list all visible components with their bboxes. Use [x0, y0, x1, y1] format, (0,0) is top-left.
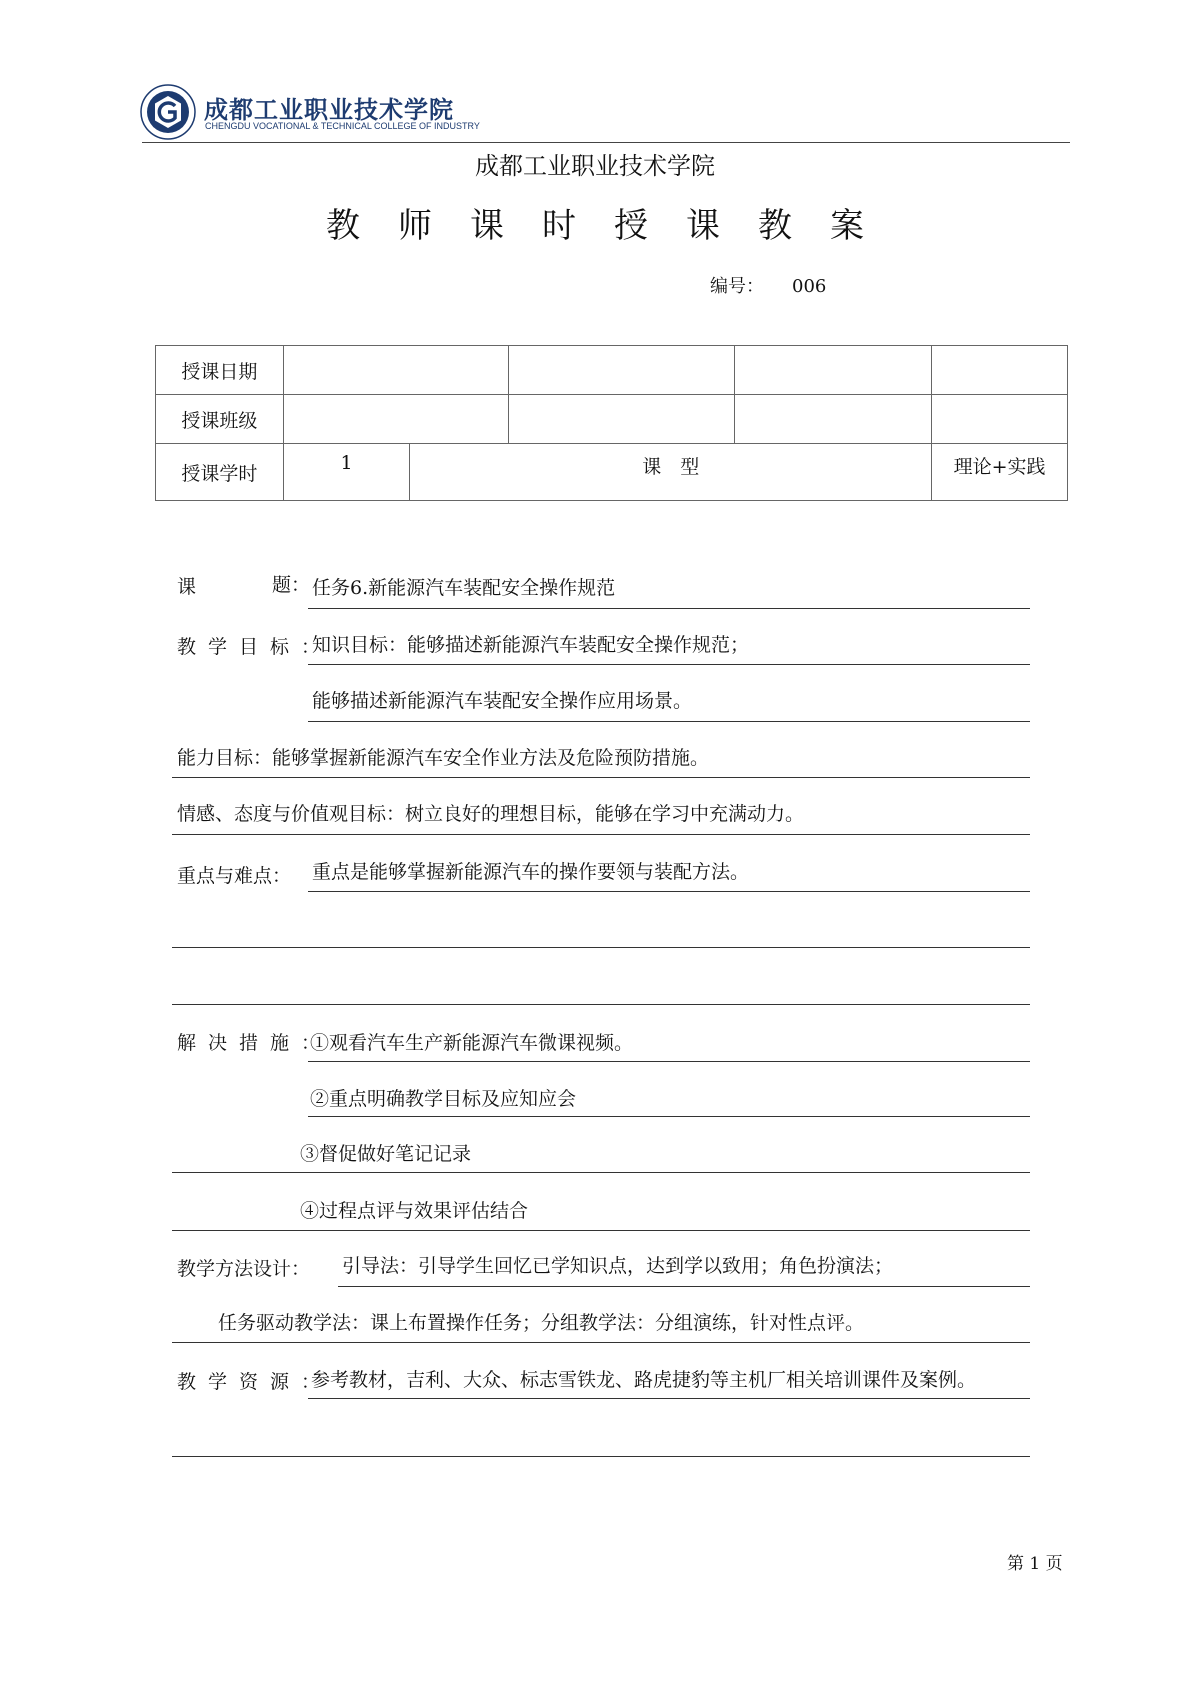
measure-item-2: ②重点明确教学目标及应知应会 [310, 1088, 577, 1110]
measure-item-4: ④过程点评与效果评估结合 [300, 1200, 529, 1222]
measures-label: 解决措施： [177, 1032, 333, 1054]
table-row-hours [156, 444, 1068, 501]
date-label: 授课日期 [156, 346, 284, 395]
serial-value: 006 [792, 276, 827, 297]
date-cell-2 [509, 346, 734, 395]
type-label: 课 型 [410, 444, 932, 501]
class-cell-1 [283, 395, 508, 444]
measure-item-1: ①观看汽车生产新能源汽车微课视频。 [310, 1032, 634, 1054]
ability-objective: 能力目标：能够掌握新能源汽车安全作业方法及危险预防措施。 [177, 747, 710, 769]
date-cell-1 [283, 346, 508, 395]
school-title: 成都工业职业技术学院 [475, 152, 715, 180]
college-logo [140, 84, 196, 140]
measure-underline-3 [172, 1172, 1030, 1173]
knowledge-underline-2 [308, 721, 1030, 722]
objective-label: 教学目标： [177, 636, 333, 658]
resource-underline [308, 1398, 1030, 1399]
knowledge-objective-1: 知识目标：能够描述新能源汽车装配安全操作规范； [312, 634, 750, 656]
keypoint-label: 重点与难点： [177, 865, 292, 887]
keypoint-underline [308, 891, 1030, 892]
type-value: 理论+实践 [932, 444, 1068, 501]
date-cell-4 [932, 346, 1068, 395]
class-label: 授课班级 [156, 395, 284, 444]
header-divider [142, 142, 1070, 143]
emotion-objective: 情感、态度与价值观目标：树立良好的理想目标，能够在学习中充满动力。 [177, 803, 805, 825]
blank-line-1 [172, 947, 1030, 948]
method-label: 教学方法设计： [177, 1258, 311, 1280]
hours-value: 1 [283, 444, 410, 501]
knowledge-objective-2: 能够描述新能源汽车装配安全操作应用场景。 [312, 690, 693, 712]
topic-value: 任务6.新能源汽车装配安全操作规范 [312, 577, 616, 599]
ability-underline [172, 777, 1030, 778]
topic-label-b: 题： [272, 574, 311, 596]
blank-line-3 [172, 1456, 1030, 1457]
knowledge-underline-1 [308, 664, 1030, 665]
topic-label-a: 课 [177, 576, 197, 598]
measure-underline-4 [172, 1230, 1030, 1231]
hours-label: 授课学时 [156, 444, 284, 501]
method-line-2: 任务驱动教学法：课上布置操作任务；分组教学法：分组演练，针对性点评。 [218, 1312, 865, 1334]
method-line-1: 引导法：引导学生回忆已学知识点，达到学以致用；角色扮演法； [342, 1255, 894, 1277]
table-row-class [156, 395, 1068, 444]
measure-item-3: ③督促做好笔记记录 [300, 1143, 472, 1165]
blank-line-2 [172, 1004, 1030, 1005]
date-cell-3 [734, 346, 932, 395]
class-cell-2 [509, 395, 734, 444]
resource-label: 教学资源： [177, 1371, 333, 1393]
resource-value: 参考教材，吉利、大众、标志雪铁龙、路虎捷豹等主机厂相关培训课件及案例。 [311, 1369, 977, 1391]
info-table [155, 345, 1068, 501]
class-cell-3 [734, 395, 932, 444]
measure-underline-2 [308, 1116, 1030, 1117]
method-underline-1 [338, 1286, 1030, 1287]
class-cell-4 [932, 395, 1068, 444]
page-number: 第 1 页 [1007, 1554, 1063, 1574]
serial-number [710, 272, 826, 298]
logo-chinese-name: 成都工业职业技术学院 [204, 96, 454, 124]
keypoint-value: 重点是能够掌握新能源汽车的操作要领与装配方法。 [312, 861, 750, 883]
logo-english-name: CHENGDU VOCATIONAL & TECHNICAL COLLEGE OF INDUSTRY [205, 121, 480, 131]
measure-underline-1 [308, 1061, 1030, 1062]
emotion-underline [172, 834, 1030, 835]
table-row-date [156, 346, 1068, 395]
document-title: 教师课时授课教案 [326, 206, 902, 246]
topic-underline [308, 608, 1030, 609]
serial-label: 编号： [710, 276, 764, 297]
method-underline-2 [172, 1342, 1030, 1343]
